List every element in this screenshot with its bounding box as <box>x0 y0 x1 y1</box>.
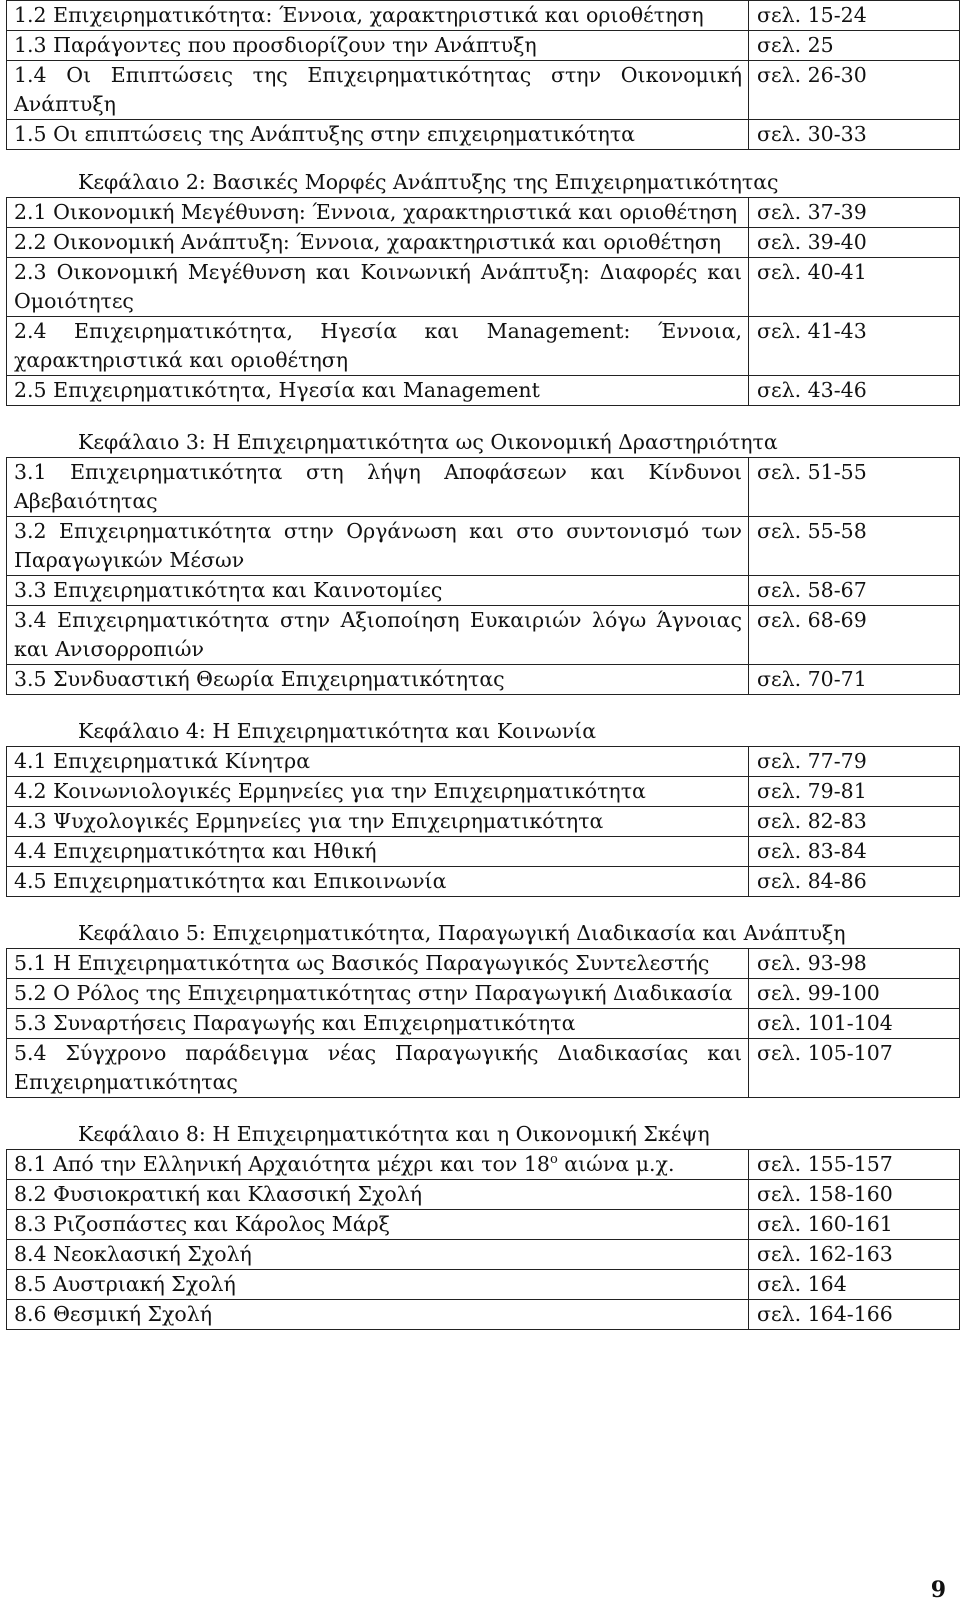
section-pages: σελ. 158-160 <box>749 1180 960 1210</box>
toc-row <box>7 198 960 228</box>
toc-row <box>7 228 960 258</box>
section-pages: σελ. 68-69 <box>749 606 960 665</box>
toc-row <box>7 867 960 897</box>
toc-row <box>7 1039 960 1098</box>
toc-row <box>7 576 960 606</box>
section-title: 3.5 Συνδυαστική Θεωρία Επιχειρηματικότητας <box>7 665 749 695</box>
section-title: 8.1 Από την Ελληνική Αρχαιότητα μέχρι και τον $18^o$ αιώνα μ.χ. <box>7 1150 749 1180</box>
section-title: 4.4 Επιχειρηματικότητα και Ηθική <box>7 837 749 867</box>
section-pages: σελ. 30-33 <box>749 120 960 150</box>
section-title: 3.3 Επιχειρηματικότητα και Καινοτομίες <box>7 576 749 606</box>
chapter-heading: Κεφάλαιο 8: Η Επιχειρηματικότητα και η Οικονομική Σκέψη <box>78 1122 710 1146</box>
section-pages: σελ. 99-100 <box>749 979 960 1009</box>
section-title: 5.2 Ο Ρόλος της Επιχειρηματικότητας στην Παραγωγική Διαδικασία <box>7 979 749 1009</box>
toc-table <box>6 948 960 1098</box>
section-title: 8.2 Φυσιοκρατική και Κλασσική Σχολή <box>7 1180 749 1210</box>
toc-row <box>7 1270 960 1300</box>
toc-row <box>7 949 960 979</box>
toc-row <box>7 747 960 777</box>
toc-row <box>7 31 960 61</box>
section-pages: σελ. 83-84 <box>749 837 960 867</box>
toc-row <box>7 1009 960 1039</box>
section-pages: σελ. 43-46 <box>749 376 960 406</box>
section-title: 8.3 Ριζοσπάστες και Κάρολος Μάρξ <box>7 1210 749 1240</box>
section-pages: σελ. 93-98 <box>749 949 960 979</box>
section-pages: σελ. 25 <box>749 31 960 61</box>
section-pages: σελ. 39-40 <box>749 228 960 258</box>
section-title: 2.3 Οικονομική Μεγέθυνση και Κοινωνική Ανάπτυξη: Διαφορές και Ομοιότητες <box>7 258 749 317</box>
toc-table <box>6 746 960 897</box>
toc-row <box>7 1210 960 1240</box>
toc-row <box>7 1240 960 1270</box>
page-number: 9 <box>930 1577 946 1603</box>
section-pages: σελ. 101-104 <box>749 1009 960 1039</box>
section-title: 4.1 Επιχειρηματικά Κίνητρα <box>7 747 749 777</box>
toc-row <box>7 517 960 576</box>
toc-row <box>7 606 960 665</box>
table-of-contents <box>6 0 956 1330</box>
chapter-heading: Κεφάλαιο 2: Βασικές Μορφές Ανάπτυξης της Επιχειρηματικότητας <box>78 170 779 194</box>
chapter-heading: Κεφάλαιο 5: Επιχειρηματικότητα, Παραγωγική Διαδικασία και Ανάπτυξη <box>78 921 846 945</box>
section-title: 5.3 Συναρτήσεις Παραγωγής και Επιχειρηματικότητα <box>7 1009 749 1039</box>
section-pages: σελ. 162-163 <box>749 1240 960 1270</box>
section-title: 1.5 Οι επιπτώσεις της Ανάπτυξης στην επιχειρηματικότητα <box>7 120 749 150</box>
toc-row <box>7 837 960 867</box>
toc-row <box>7 1180 960 1210</box>
section-pages: σελ. 155-157 <box>749 1150 960 1180</box>
section-pages: σελ. 37-39 <box>749 198 960 228</box>
section-pages: σελ. 58-67 <box>749 576 960 606</box>
toc-row <box>7 317 960 376</box>
section-title: 2.4 Επιχειρηματικότητα, Ηγεσία και Management: Έννοια, χαρακτηριστικά και οριοθέτηση <box>7 317 749 376</box>
section-pages: σελ. 40-41 <box>749 258 960 317</box>
section-pages: σελ. 51-55 <box>749 458 960 517</box>
section-title: 5.1 Η Επιχειρηματικότητα ως Βασικός Παραγωγικός Συντελεστής <box>7 949 749 979</box>
section-title: 1.2 Επιχειρηματικότητα: Έννοια, χαρακτηριστικά και οριοθέτηση <box>7 1 749 31</box>
section-pages: σελ. 55-58 <box>749 517 960 576</box>
toc-row <box>7 1150 960 1180</box>
toc-row <box>7 376 960 406</box>
section-title: 4.5 Επιχειρηματικότητα και Επικοινωνία <box>7 867 749 897</box>
section-pages: σελ. 15-24 <box>749 1 960 31</box>
chapter-heading: Κεφάλαιο 3: Η Επιχειρηματικότητα ως Οικονομική Δραστηριότητα <box>78 430 778 454</box>
section-title: 3.1 Επιχειρηματικότητα στη λήψη Αποφάσεων και Κίνδυνοι Αβεβαιότητας <box>7 458 749 517</box>
section-title: 1.3 Παράγοντες που προσδιορίζουν την Ανάπτυξη <box>7 31 749 61</box>
section-pages: σελ. 82-83 <box>749 807 960 837</box>
section-title: 1.4 Οι Επιπτώσεις της Επιχειρηματικότητας στην Οικονομική Ανάπτυξη <box>7 61 749 120</box>
section-title: 3.2 Επιχειρηματικότητα στην Οργάνωση και στο συντονισμό των Παραγωγικών Μέσων <box>7 517 749 576</box>
section-title: 2.1 Οικονομική Μεγέθυνση: Έννοια, χαρακτηριστικά και οριοθέτηση <box>7 198 749 228</box>
section-title: 3.4 Επιχειρηματικότητα στην Αξιοποίηση Ευκαιριών λόγω Άγνοιας και Ανισορροπιών <box>7 606 749 665</box>
section-pages: σελ. 77-79 <box>749 747 960 777</box>
toc-row <box>7 1 960 31</box>
section-pages: σελ. 105-107 <box>749 1039 960 1098</box>
section-pages: σελ. 79-81 <box>749 777 960 807</box>
toc-table <box>6 1149 960 1330</box>
toc-row <box>7 258 960 317</box>
section-title: 8.6 Θεσμική Σχολή <box>7 1300 749 1330</box>
section-title: 5.4 Σύγχρονο παράδειγμα νέας Παραγωγικής Διαδικασίας και Επιχειρηματικότητας <box>7 1039 749 1098</box>
section-title: 4.3 Ψυχολογικές Ερμηνείες για την Επιχειρηματικότητα <box>7 807 749 837</box>
section-title: 8.5 Αυστριακή Σχολή <box>7 1270 749 1300</box>
section-pages: σελ. 84-86 <box>749 867 960 897</box>
chapter-heading: Κεφάλαιο 4: Η Επιχειρηματικότητα και Κοινωνία <box>78 719 597 743</box>
section-pages: σελ. 70-71 <box>749 665 960 695</box>
section-title: 2.5 Επιχειρηματικότητα, Ηγεσία και Management <box>7 376 749 406</box>
section-pages: σελ. 164 <box>749 1270 960 1300</box>
section-pages: σελ. 26-30 <box>749 61 960 120</box>
section-title: 8.4 Νεοκλασική Σχολή <box>7 1240 749 1270</box>
section-pages: σελ. 41-43 <box>749 317 960 376</box>
toc-table <box>6 457 960 695</box>
section-title: 2.2 Οικονομική Ανάπτυξη: Έννοια, χαρακτηριστικά και οριοθέτηση <box>7 228 749 258</box>
toc-table <box>6 0 960 150</box>
toc-row <box>7 120 960 150</box>
toc-row <box>7 458 960 517</box>
section-pages: σελ. 164-166 <box>749 1300 960 1330</box>
toc-table <box>6 197 960 406</box>
toc-row <box>7 979 960 1009</box>
toc-row <box>7 1300 960 1330</box>
toc-row <box>7 777 960 807</box>
section-pages: σελ. 160-161 <box>749 1210 960 1240</box>
toc-row <box>7 61 960 120</box>
toc-row <box>7 665 960 695</box>
section-title: 4.2 Κοινωνιολογικές Ερμηνείες για την Επιχειρηματικότητα <box>7 777 749 807</box>
toc-row <box>7 807 960 837</box>
